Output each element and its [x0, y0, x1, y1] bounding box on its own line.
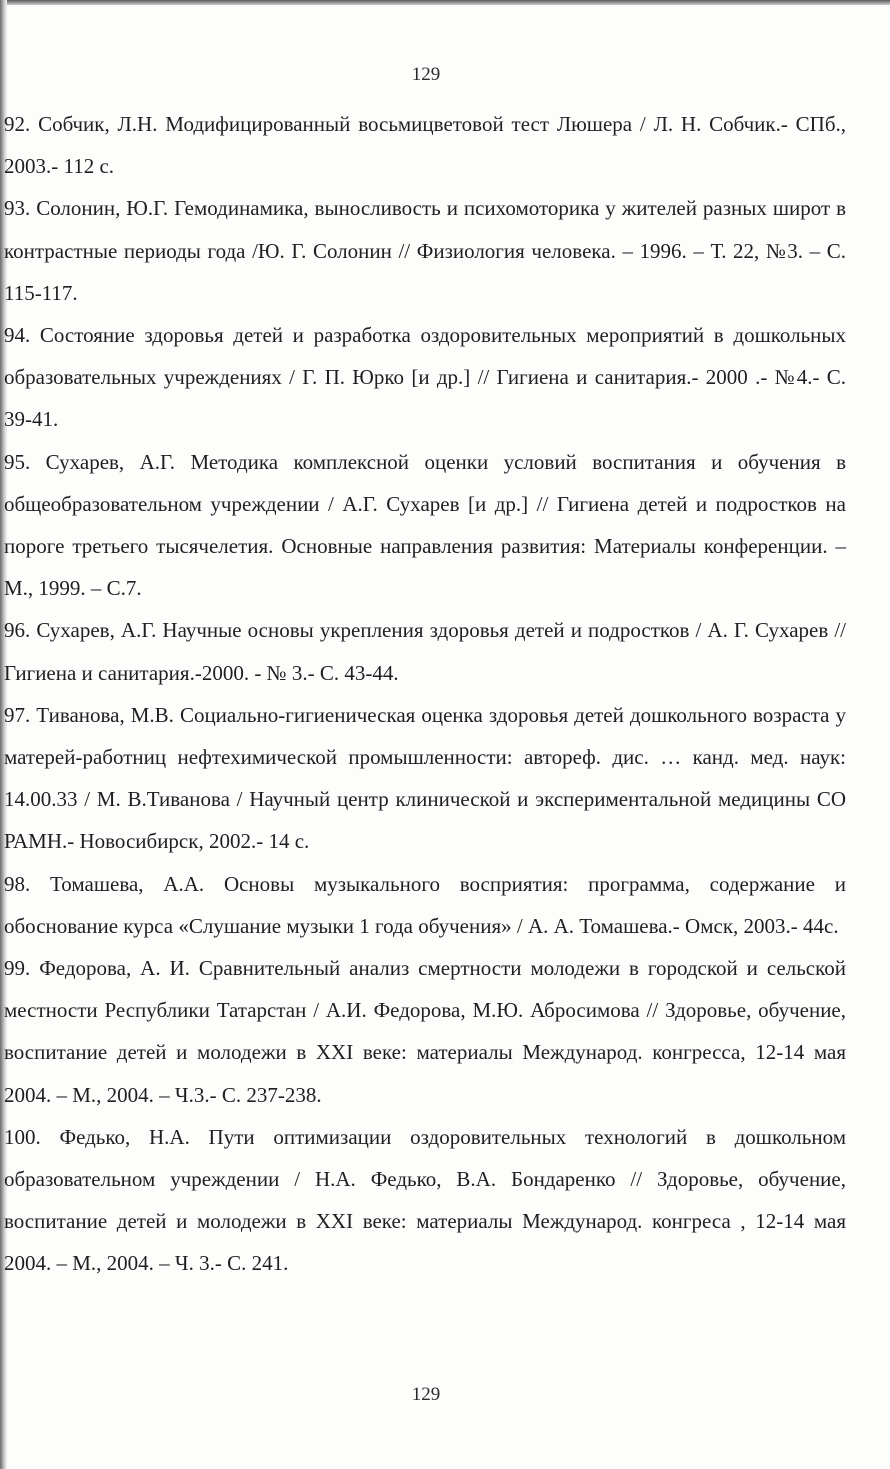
scan-top-shadow — [0, 0, 890, 5]
reference-item-99: 99. Федорова, А. И. Сравнительный анализ смертности молодежи в городской и сельской местности Республики Татарстан / А.И. Федорова, М.Ю. Абросимова // Здоровье, обучение, воспитание детей и молодежи в XXI веке: материалы Международ. конгресса, 12-14 мая 2004. – М., 2004. – Ч.3.- С. 237-238. — [4, 956, 846, 1107]
reference-item-96: 96. Сухарев, А.Г. Научные основы укрепления здоровья детей и подростков / А. Г. Сухарев // Гигиена и санитария.-2000. - № 3.- С. 43-44. — [4, 618, 846, 685]
reference-item-100: 100. Федько, Н.А. Пути оптимизации оздоровительных технологий в дошкольном образовательном учреждении / Н.А. Федько, В.А. Бондаренко // Здоровье, обучение, воспитание детей и молодежи в XXI веке: материалы Международ. конгреса , 12-14 мая 2004. – М., 2004. – Ч. 3.- С. 241. — [4, 1124, 846, 1276]
reference-item-98: 98. Томашева, А.А. Основы музыкального восприятия: программа, содержание и обоснование курса «Слушание музыки 1 года обучения» / А. А. Томашева.- Омск, 2003.- 44с. — [4, 871, 846, 938]
reference-item-93: 93. Солонин, Ю.Г. Гемодинамика, выносливость и психомоторика у жителей разных широт в контрастные периоды года /Ю. Г. Солонин // Физиология человека. – 1996. – Т. 22, №3. – С. 115-117. — [4, 196, 846, 305]
reference-list — [4, 103, 846, 1285]
page-number-bottom: 129 — [411, 1384, 441, 1405]
reference-item-95: 95. Сухарев, А.Г. Методика комплексной оценки условий воспитания и обучения в общеобразовательном учреждении / А.Г. Сухарев [и др.] // Гигиена детей и подростков на пороге третьего тысячелетия. Основные направления развития: Материалы конференции. – М., 1999. – С.7. — [4, 449, 846, 601]
reference-item-94: 94. Состояние здоровья детей и разработка оздоровительных мероприятий в дошкольных образовательных учреждениях / Г. П. Юрко [и др.] // Гигиена и санитария.- 2000 .- №4.- С. 39-41. — [4, 323, 846, 432]
reference-item-92: 92. Собчик, Л.Н. Модифицированный восьмицветовой тест Люшера / Л. Н. Собчик.- СПб., 2003.- 112 с. — [4, 112, 846, 179]
reference-item-97: 97. Тиванова, М.В. Социально-гигиеническая оценка здоровья детей дошкольного возраста у матерей-работниц нефтехимической промышленности: автореф. дис. … канд. мед. наук: 14.00.33 / М. В.Тиванова / Научный центр клинической и экспериментальной медицины СО РАМН.- Новосибирск, 2002.- 14 с. — [4, 702, 846, 854]
page-number-top: 129 — [411, 64, 441, 85]
